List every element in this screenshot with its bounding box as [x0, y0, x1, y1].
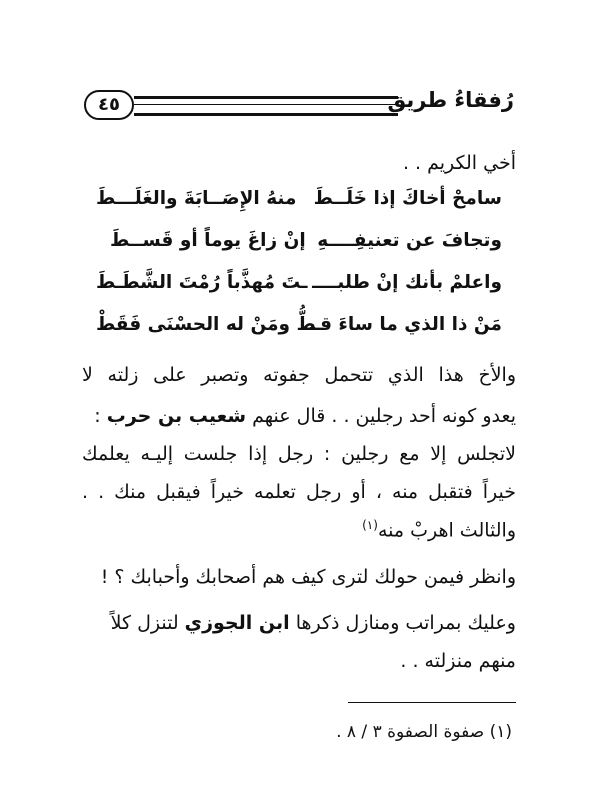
- paragraph-text: :: [94, 405, 101, 427]
- page-number: ٤٥: [84, 90, 134, 120]
- paragraph-line: خيراً فتقبل منه ، أو رجل تعلمه خيراً فيقبل منك . .: [82, 481, 516, 503]
- paragraph-line: [82, 612, 516, 634]
- verse-row: [96, 230, 502, 262]
- paragraph-line: وانظر فيمن حولك لترى كيف هم أصحابك وأحبابك ؟ !: [100, 566, 516, 588]
- verse-first-hemistich: واعلمْ بأنك إنْ طلبــــ: [312, 272, 502, 293]
- verse-first-hemistich: وتجافَ عن تعنيفِــــهِ: [317, 230, 502, 251]
- author-name: ابن الجوزي: [184, 612, 290, 634]
- verse-second-hemistich: ـتَ مُهذَّباً رُمْتَ الشَّطَـطَ: [96, 272, 308, 293]
- paragraph-line: [82, 405, 516, 427]
- paragraph-text: والثالث اهربْ منه: [377, 519, 516, 542]
- book-title: رُفقاءُ طريق: [387, 88, 514, 112]
- intro-line: أخي الكريم . .: [402, 152, 516, 174]
- paragraph-line: لاتجلس إلا مع رجلين : رجل إذا جلست إليـه يعلمك: [82, 443, 516, 465]
- paragraph-line: منهم منزلته . .: [400, 650, 516, 672]
- header-rule: [134, 96, 398, 116]
- paragraph-text: وعليك بمراتب ومنازل ذكرها: [295, 612, 516, 634]
- footnote-marker: (١): [362, 518, 378, 532]
- verse-first-hemistich: مَنْ ذا الذي ما ساءَ قــ: [307, 314, 502, 335]
- paragraph-line: [362, 518, 516, 541]
- verse-second-hemistich: ـطُّ ومَنْ له الحسْنَى فَقَطْ: [96, 314, 323, 335]
- verse-row: [96, 188, 502, 220]
- page-header: [84, 90, 514, 122]
- footnote-divider: [348, 702, 516, 703]
- paragraph-line: والأخ هذا الذي تتحمل جفوته وتصبر على زلته لا: [82, 364, 516, 386]
- paragraph-text: يعدو كونه أحد رجلين . . قال عنهم: [252, 405, 516, 427]
- quoted-person-name: شعيب بن حرب: [106, 405, 247, 427]
- verse-second-hemistich: منهُ الإِصَــابَةَ والغَلَـــطَ: [96, 188, 297, 209]
- verse-row: [96, 314, 502, 346]
- verse-row: [96, 272, 502, 304]
- paragraph-text: لتنزل كلاً: [110, 612, 179, 634]
- verse-first-hemistich: سامحْ أخاكَ إذا خَلَــطَ: [313, 188, 502, 209]
- footnote: (١) صفوة الصفوة ٣ / ٨ .: [336, 722, 512, 742]
- verse-second-hemistich: إنْ زاغَ يوماً أو قَســطَ: [110, 230, 306, 251]
